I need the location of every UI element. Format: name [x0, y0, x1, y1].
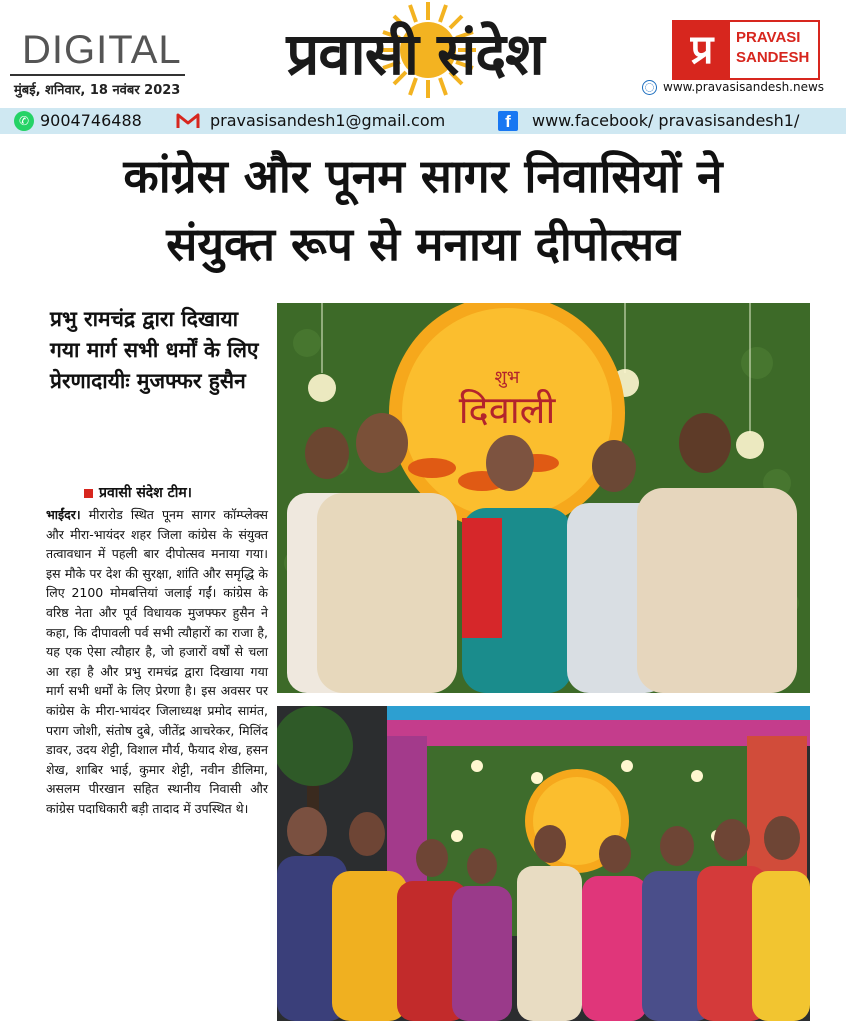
email-address[interactable]: pravasisandesh1@gmail.com	[210, 111, 446, 130]
phone-number[interactable]: 9004746488	[40, 111, 142, 130]
event-photo-group	[277, 706, 810, 1021]
contact-bar	[0, 108, 846, 134]
facebook-link[interactable]: www.facebook/ pravasisandesh1/	[532, 111, 800, 130]
facebook-icon: f	[498, 111, 518, 131]
byline-text: प्रवासी संदेश टीम।	[99, 485, 192, 501]
banner-small-text: शुभ	[494, 367, 520, 388]
newspaper-title: प्रवासी संदेश	[286, 20, 544, 88]
logo-mark: प्र	[674, 22, 730, 78]
headline	[20, 142, 826, 278]
globe-icon	[642, 80, 657, 95]
event-photo-stage	[277, 303, 810, 693]
digital-label: DIGITAL	[22, 28, 182, 72]
byline-square-icon	[84, 489, 93, 498]
byline	[84, 483, 192, 502]
group-photo-illustration	[277, 706, 810, 1021]
body-text: मीरारोड स्थित पूनम सागर कॉम्प्लेक्स और मीरा-भायंदर शहर जिला कांग्रेस के संयुक्त तत्वावधान में पहली बार दीपोत्सव मनाया गया। इस मौके पर देश की सुरक्षा, शांति और समृद्धि के लिए 2100 मोमबत्तियां जलाई गईं। कांग्रेस के वरिष्ठ नेता और पूर्व विधायक मुजफ्फर हुसैन ने कहा, कि दीपावली पर्व सभी त्यौहारों का राजा है, यह एक ऐसा त्यौहार है, जो हजारों वर्षों से चला आ रहा है और प्रभु रामचंद्र द्वारा दिखाया गया मार्ग सभी धर्मों के लिए प्रेरणा है। इस अवसर पर कांग्रेस के मीरा-भायंदर जिलाध्यक्ष प्रमोद सामंत, पराग जोशी, संतोष दुबे, जीतेंद्र आचरेकर, मिलिंद डावर, उदय शेट्टी, विशाल मौर्य, फैयाद शेख, हसन शेख, शाबिर भाई, कुमार शेट्टी, नवीन डीलिमा, असलम पीरखान सहित स्थानीय निवासी और कांग्रेस पदाधिकारी बड़ी तादाद में उपस्थित थे।	[46, 507, 268, 816]
stage-photo-illustration	[277, 303, 810, 693]
article-body	[46, 505, 268, 819]
banner-text: दिवाली	[458, 388, 556, 432]
logo-text	[736, 28, 809, 68]
logo-line-1: PRAVASI	[736, 29, 801, 46]
subheadline: प्रभु रामचंद्र द्वारा दिखाया गया मार्ग सभी धर्मों के लिए प्रेरणादायीः मुजफ्फर हुसैन	[50, 307, 259, 393]
whatsapp-icon: ✆	[14, 111, 34, 131]
website-link[interactable]: www.pravasisandesh.news	[663, 80, 825, 94]
headline-line-1: कांग्रेस और पूनम सागर निवासियों ने	[123, 149, 723, 203]
masthead-divider	[10, 74, 185, 76]
website-row[interactable]	[642, 80, 824, 95]
pravasi-sandesh-logo	[672, 20, 820, 80]
headline-line-2: संयुक्त रूप से मनाया दीपोत्सव	[166, 217, 680, 271]
dateline: मुंबई, शनिवार, 18 नवंबर 2023	[14, 83, 181, 98]
place-dateline: भाईंदर।	[46, 507, 81, 522]
mail-icon	[176, 112, 200, 130]
logo-line-2: SANDESH	[736, 49, 810, 66]
